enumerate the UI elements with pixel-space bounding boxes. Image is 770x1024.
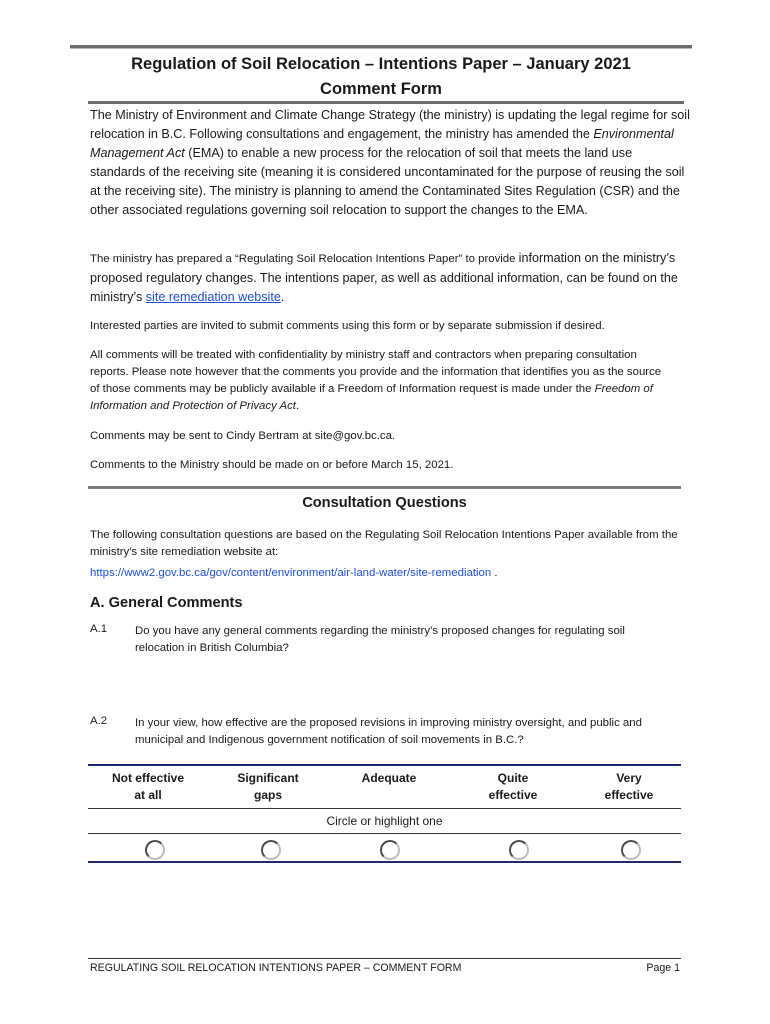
footer-title: REGULATING SOIL RELOCATION INTENTIONS PAPER – COMMENT FORM — [90, 962, 462, 974]
question-a1-text: Do you have any general comments regarding the ministry’s proposed changes for regulating soil relocation in British Columbia? — [135, 625, 625, 654]
section-rule — [88, 486, 681, 489]
consultation-heading: Consultation Questions — [302, 495, 467, 511]
consultation-text: The following consultation questions are based on the Regulating Soil Relocation Intentions Paper available from the ministry's site remediation website at: — [90, 529, 678, 558]
scale-option-3-label: Adequate — [361, 771, 417, 785]
radio-adequate[interactable] — [380, 840, 400, 860]
scale-header-rule — [88, 808, 681, 809]
scale-option-2-label: Significant gaps — [237, 771, 299, 802]
consultation-url-line: https://www2.gov.bc.ca/gov/content/environment/air-land-water/site-remediation . — [90, 567, 498, 579]
form-subtitle: Comment Form — [320, 80, 442, 98]
scale-option-5-label: Very effective — [604, 771, 654, 802]
scale-option-1-label: Not effective at all — [111, 771, 185, 802]
top-rule — [70, 45, 692, 49]
intro-paragraph-5: Comments may be sent to Cindy Bertram at site@gov.bc.ca. — [90, 430, 396, 442]
question-a2-text: In your view, how effective are the proposed revisions in improving ministry oversight, and public and municipal and Indigenous government notification of soil movements in B.C.? — [135, 717, 642, 746]
radio-significant-gaps[interactable] — [261, 840, 281, 860]
radio-quite-effective[interactable] — [509, 840, 529, 860]
intro-paragraph-2: The ministry has prepared a “Regulating Soil Relocation Intentions Paper” to provide information on the ministry’s proposed regulatory changes. The intentions paper, as well as additional information, can be found on the ministry’s site remediation website. — [90, 251, 678, 304]
question-a1-number: A.1 — [90, 623, 108, 635]
scale-top-rule — [88, 764, 681, 766]
form-title: Regulation of Soil Relocation – Intentions Paper – January 2021 — [131, 55, 631, 73]
intro-paragraph-4: All comments will be treated with confidentiality by ministry staff and contractors when preparing consultation reports. Please note however that the comments you provide and the information that identifies you as the source of those comments may be publicly available if a Freedom of Information request is made under the Freedom of Information and Protection of Privacy Act. — [90, 349, 662, 412]
section-a-heading: A. General Comments — [90, 595, 243, 611]
site-remediation-link[interactable]: site remediation website — [145, 290, 281, 304]
intro-paragraph-3: Interested parties are invited to submit comments using this form or by separate submission if desired. — [90, 320, 605, 332]
intro-paragraph-6: Comments to the Ministry should be made on or before March 15, 2021. — [90, 459, 454, 471]
intro-paragraph-1: The Ministry of Environment and Climate Change Strategy (the ministry) is updating the legal regime for soil relocation in B.C. Following consultations and engagement, the ministry has amended the Environmental Management Act (EMA) to enable a new process for the relocation of soil that meets the land use standards of the receiving site (meaning it is considered uncontaminated for the purpose of reusing the soil at the receiving site). The ministry is planning to amend the Contaminated Sites Regulation (CSR) and the other associated regulations governing soil relocation to support the changes to the EMA. — [90, 108, 690, 217]
scale-instruction: Circle or highlight one — [326, 814, 443, 828]
scale-bottom-rule — [88, 861, 681, 863]
page-number: Page 1 — [646, 962, 680, 974]
radio-not-effective[interactable] — [145, 840, 165, 860]
title-rule — [88, 101, 684, 104]
scale-option-4-label: Quite effective — [488, 771, 538, 802]
footer-rule — [88, 958, 681, 959]
scale-instruction-rule — [88, 833, 681, 834]
site-remediation-url[interactable]: https://www2.gov.bc.ca/gov/content/environment/air-land-water/site-remediation — [90, 567, 492, 579]
radio-very-effective[interactable] — [621, 840, 641, 860]
question-a2-number: A.2 — [90, 715, 108, 727]
